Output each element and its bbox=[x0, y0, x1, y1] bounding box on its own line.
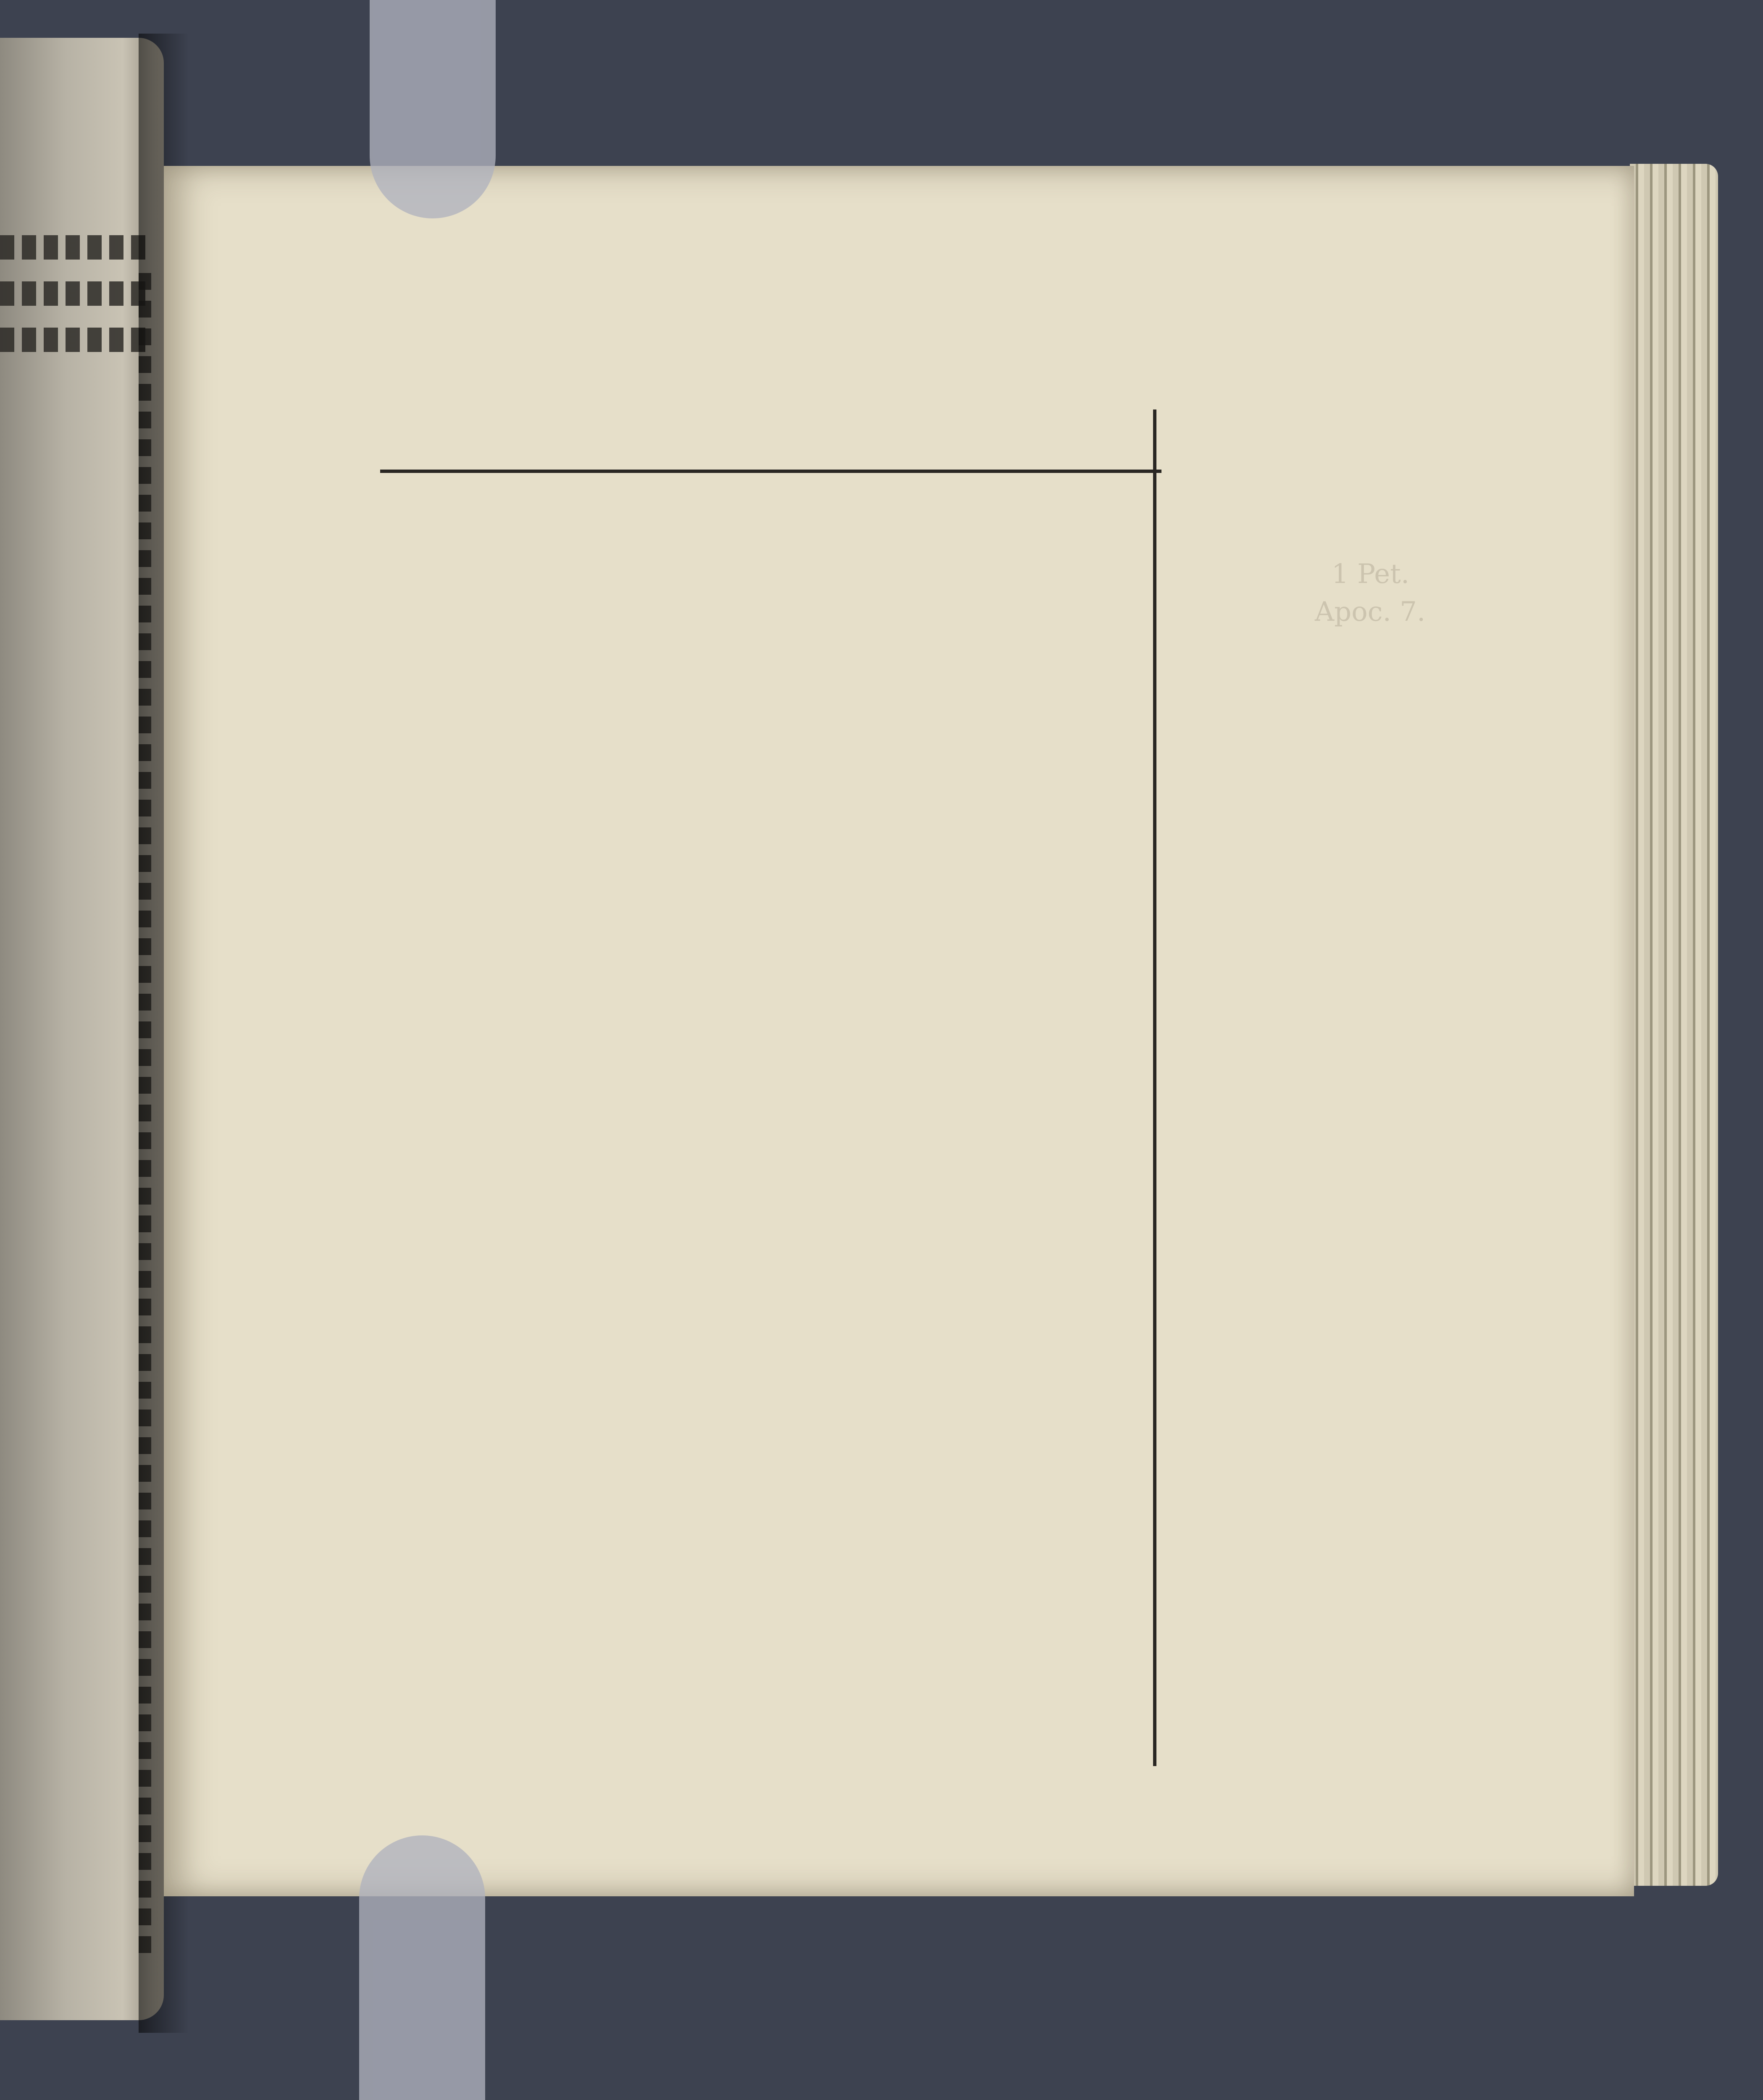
bookmark-clip-bottom bbox=[359, 1835, 485, 2100]
show-through-text: 1 Pet. bbox=[1332, 559, 1410, 590]
show-through-text: Apoc. 7. bbox=[1315, 596, 1426, 627]
page-stack-edge bbox=[1630, 164, 1718, 1886]
header-rule bbox=[380, 470, 1161, 473]
book-page bbox=[164, 166, 1634, 1896]
ornamental-border-left bbox=[302, 378, 374, 1806]
ornamental-border-top bbox=[307, 328, 1395, 391]
ornamental-border-right bbox=[1311, 378, 1395, 1806]
foot-line bbox=[380, 1722, 1161, 1768]
left-page-ornament-row bbox=[0, 235, 151, 260]
bookmark-clip-top bbox=[370, 0, 496, 218]
left-page-ornament-row bbox=[0, 328, 151, 352]
left-page-ornament-row bbox=[0, 281, 151, 306]
column-rule bbox=[1153, 410, 1156, 1766]
